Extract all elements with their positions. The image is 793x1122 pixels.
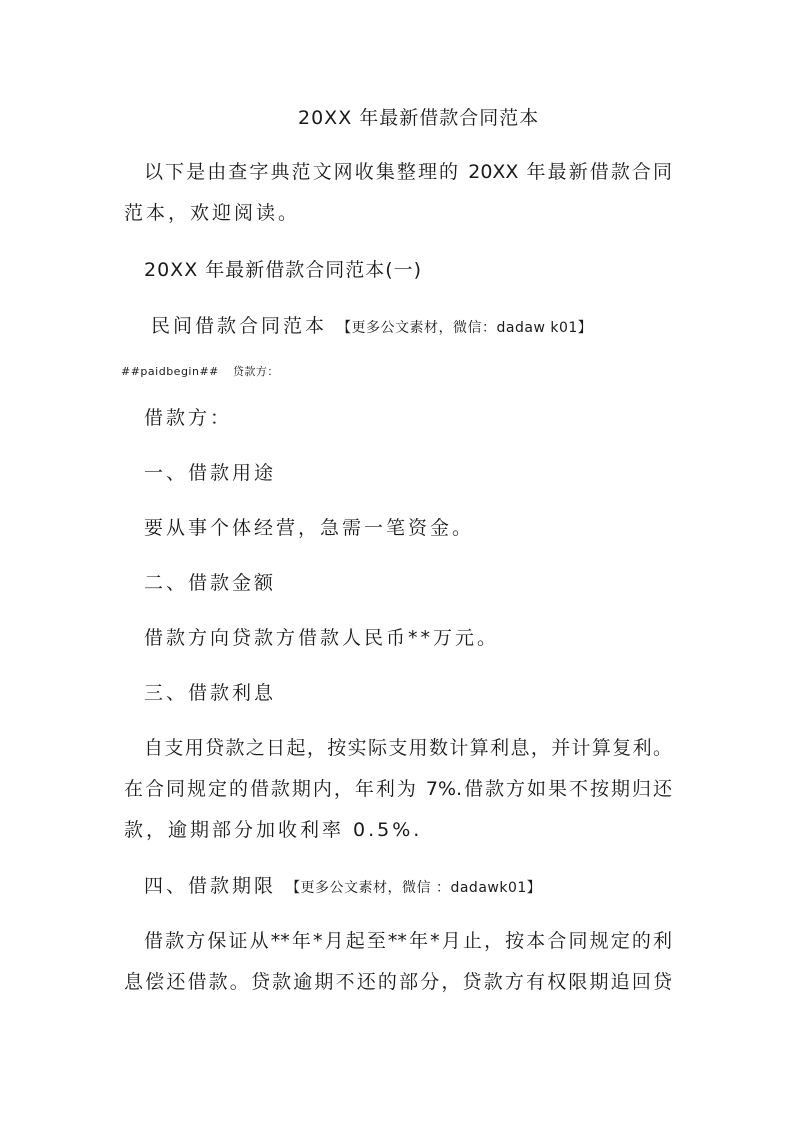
clause-3-line-3: 款，逾期部分加收利率 0.5%.: [124, 819, 423, 841]
clause-4-note: 【更多公文素材，微信 ：dadawk01】: [286, 880, 542, 896]
section-heading: 20XX 年最新借款合同范本(一): [144, 259, 423, 281]
sub-heading-row: [151, 314, 592, 340]
clause-3-title: 三、借款利息: [144, 682, 277, 704]
sub-heading-note: 【更多公文素材，微信：dadaw k01】: [337, 320, 593, 336]
clause-2-title: 二、借款金额: [144, 572, 277, 594]
sub-heading: 民间借款合同范本: [151, 315, 328, 337]
clause-4-title-row: [144, 874, 541, 900]
clause-4-line-2: 息偿还借款。贷款逾期不还的部分，贷款方有权限期追回贷: [124, 971, 672, 993]
clause-4-title: 四、借款期限: [144, 875, 277, 897]
clause-1-title: 一、借款用途: [144, 462, 277, 484]
clause-3-line-2: 在合同规定的借款期内，年利为 7%.借款方如果不按期归还: [124, 778, 672, 800]
clause-4-line-1: 借款方保证从**年*月起至**年*月止，按本合同规定的利: [144, 930, 672, 952]
clause-2-text: 借款方向贷款方借款人民币**万元。: [144, 627, 500, 649]
clause-1-text: 要从事个体经营，急需一笔资金。: [144, 517, 475, 539]
borrower-label: 借款方：: [144, 407, 233, 429]
paid-marker: ##paidbegin##: [121, 365, 219, 378]
paid-marker-row: [121, 360, 279, 384]
intro-paragraph-line-2: 范本，欢迎阅读。: [124, 202, 301, 224]
clause-3-line-1: 自支用贷款之日起，按实际支用数计算利息，并计算复利。: [144, 737, 672, 759]
lender-label: 贷款方：: [232, 365, 279, 378]
document-title: 20XX 年最新借款合同范本: [298, 107, 540, 129]
intro-paragraph-line-1: 以下是由查字典范文网收集整理的 20XX 年最新借款合同: [144, 161, 672, 183]
